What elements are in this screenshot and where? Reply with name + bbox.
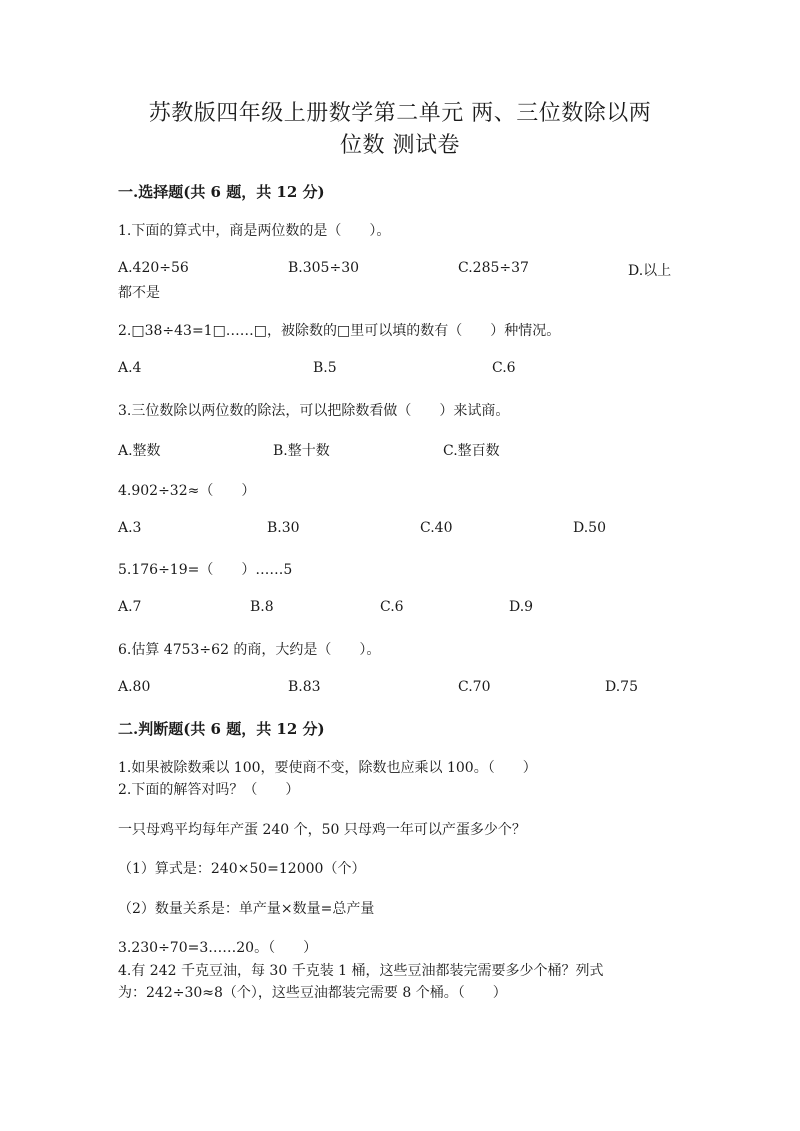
choice-question-3: 3.三位数除以两位数的除法，可以把除数看做（ ）来试商。: [118, 403, 510, 419]
choice-question-2: 2.□38÷43=1□……□，被除数的□里可以填的数有（ ）种情况。: [118, 323, 561, 339]
section-heading-choice: 一.选择题(共 6 题，共 12 分): [118, 183, 325, 201]
choice-6-option-a: A.80: [118, 679, 151, 695]
choice-1-option-a: A.420÷56: [118, 260, 189, 276]
choice-2-option-a: A.4: [118, 360, 142, 376]
choice-3-option-a: A.整数: [118, 443, 161, 459]
choice-1-option-b: B.305÷30: [288, 260, 360, 276]
judge-question-3: 3.230÷70=3……20。（ ）: [118, 940, 318, 956]
choice-6-option-c: C.70: [458, 679, 491, 695]
page-title-line-2: 位数 测试卷: [340, 133, 460, 158]
choice-question-5: 5.176÷19=（ ）……5: [118, 562, 293, 578]
choice-4-option-b: B.30: [267, 520, 300, 536]
choice-5-option-d: D.9: [509, 599, 534, 615]
choice-3-option-b: B.整十数: [273, 443, 330, 459]
section-heading-judge: 二.判断题(共 6 题，共 12 分): [118, 720, 325, 738]
page-title-line-1: 苏教版四年级上册数学第二单元 两、三位数除以两: [148, 101, 652, 126]
choice-6-option-b: B.83: [288, 679, 321, 695]
choice-2-option-b: B.5: [313, 360, 337, 376]
judge-question-1: 1.如果被除数乘以 100，要使商不变，除数也应乘以 100。（ ）: [118, 760, 537, 776]
choice-4-option-c: C.40: [420, 520, 453, 536]
judge-question-2-step-1: （1）算式是：240×50=12000（个）: [118, 861, 366, 877]
choice-5-option-a: A.7: [118, 599, 142, 615]
choice-2-option-c: C.6: [492, 360, 516, 376]
choice-1-option-c: C.285÷37: [458, 260, 529, 276]
choice-question-1: 1.下面的算式中，商是两位数的是（ ）。: [118, 223, 391, 239]
judge-question-4-line-1: 4.有 242 千克豆油，每 30 千克装 1 桶，这些豆油都装完需要多少个桶？列式: [118, 963, 604, 979]
choice-question-4: 4.902÷32≈（ ）: [118, 483, 256, 499]
choice-5-option-c: C.6: [380, 599, 404, 615]
judge-question-2-step-2: （2）数量关系是：单产量×数量=总产量: [118, 901, 375, 917]
choice-1-option-d: D.以上: [628, 263, 672, 279]
choice-4-option-a: A.3: [118, 520, 142, 536]
judge-question-2-problem: 一只母鸡平均每年产蛋 240 个，50 只母鸡一年可以产蛋多少个？: [118, 822, 526, 838]
choice-3-option-c: C.整百数: [443, 443, 500, 459]
choice-4-option-d: D.50: [573, 520, 606, 536]
judge-question-2: 2.下面的解答对吗？（ ）: [118, 782, 300, 798]
choice-question-6: 6.估算 4753÷62 的商，大约是（ ）。: [118, 642, 381, 658]
choice-6-option-d: D.75: [605, 679, 638, 695]
choice-5-option-b: B.8: [250, 599, 274, 615]
choice-1-option-d-continued: 都不是: [118, 285, 160, 301]
judge-question-4-line-2: 为：242÷30≈8（个），这些豆油都装完需要 8 个桶。（ ）: [118, 985, 507, 1001]
